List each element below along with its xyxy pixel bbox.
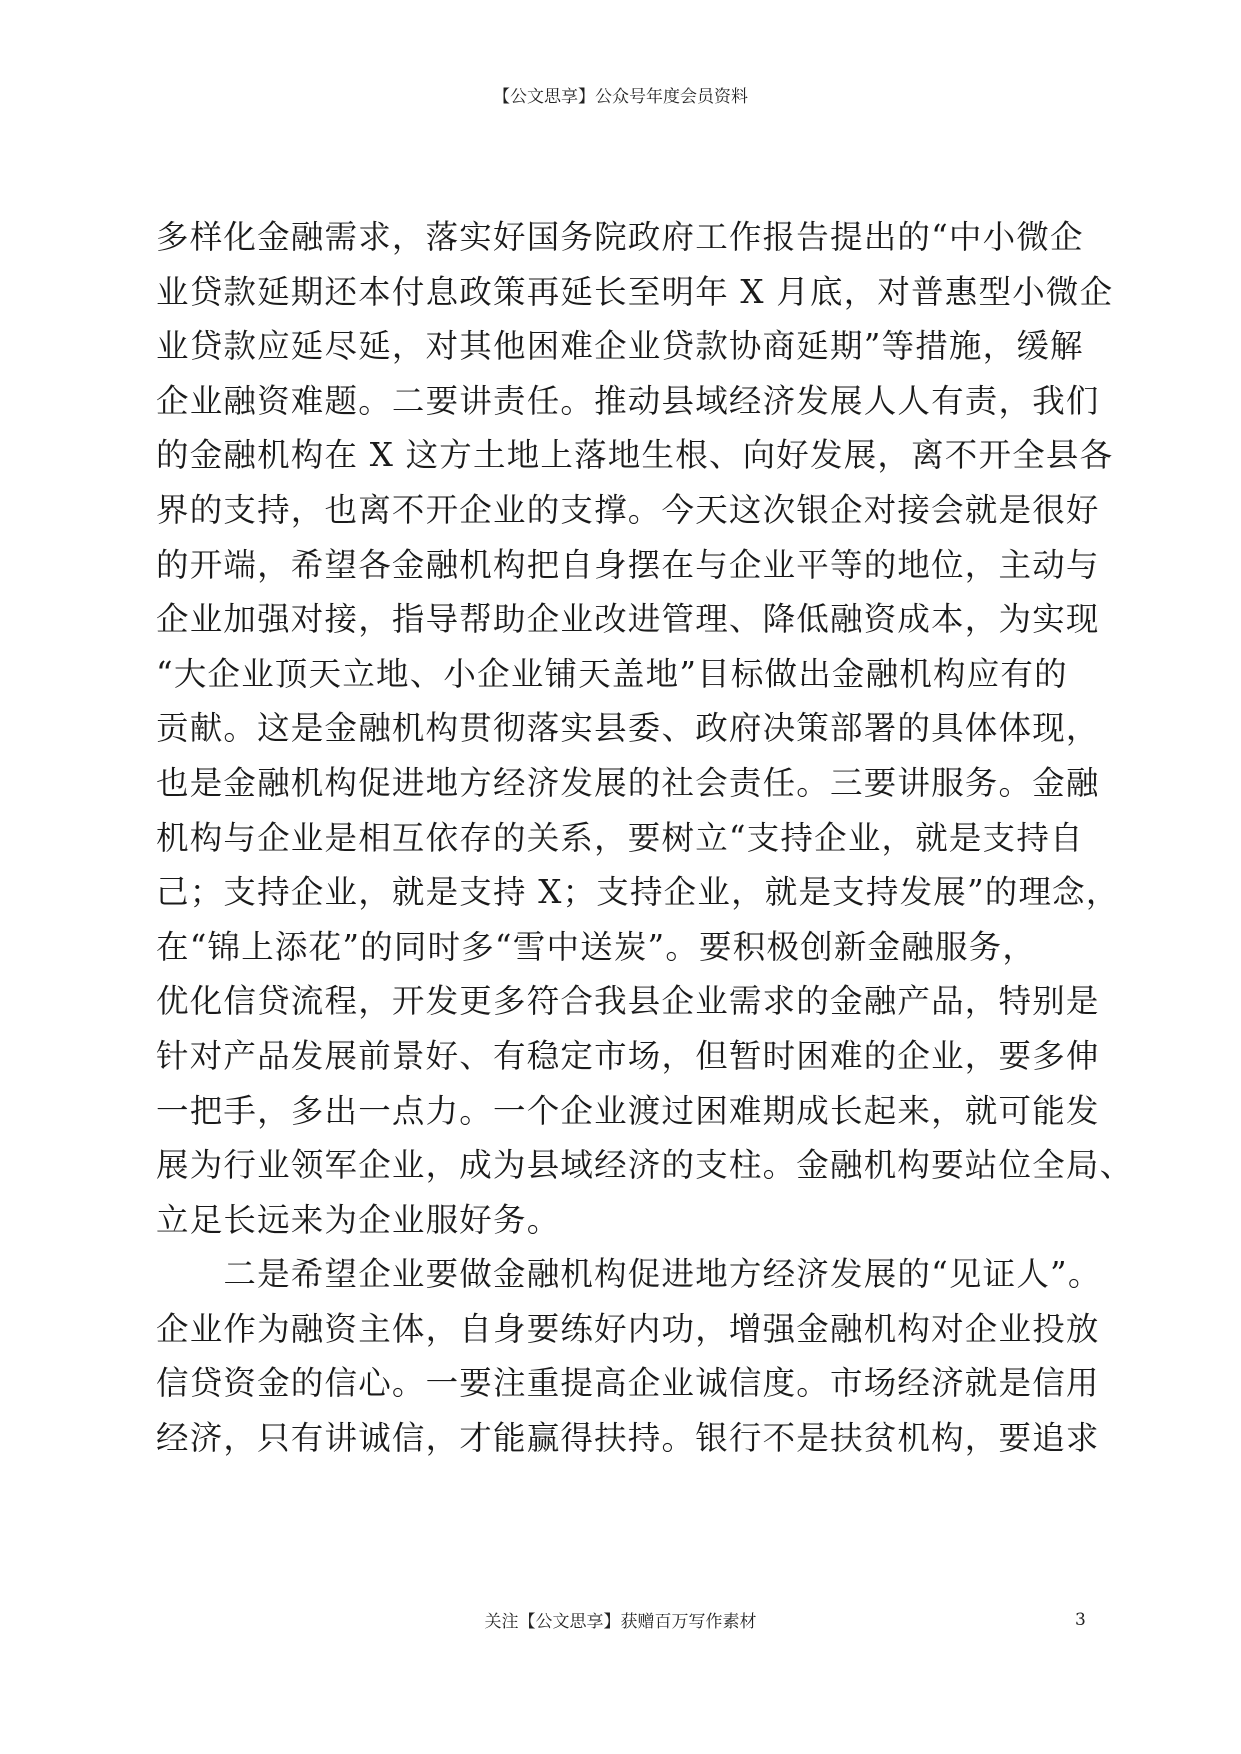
body-line: 二是希望企业要做金融机构促进地方经济发展的“见证人”。 (156, 1255, 1102, 1294)
body-line: 业贷款延期还本付息政策再延长至明年 X 月底，对普惠型小微企 (156, 272, 1114, 311)
body-line: 在“锦上添花”的同时多“雪中送炭”。要积极创新金融服务， (156, 927, 1037, 966)
body-line: 立足长远来为企业服好务。 (156, 1200, 561, 1239)
body-line: 贡献。这是金融机构贯彻落实县委、政府决策部署的具体体现， (156, 709, 1100, 748)
body-line: 界的支持，也离不开企业的支撑。今天这次银企对接会就是很好 (156, 490, 1100, 529)
body-line: “大企业顶天立地、小企业铺天盖地”目标做出金融机构应有的 (156, 654, 1068, 693)
body-line: 一把手，多出一点力。一个企业渡过困难期成长起来，就可能发 (156, 1091, 1100, 1130)
page-number: 3 (1075, 1610, 1086, 1630)
body-line: 优化信贷流程，开发更多符合我县企业需求的金融产品，特别是 (156, 982, 1100, 1021)
body-line: 展为行业领军企业，成为县域经济的支柱。金融机构要站位全局、 (156, 1146, 1134, 1185)
body-line: 信贷资金的信心。一要注重提高企业诚信度。市场经济就是信用 (156, 1364, 1100, 1403)
body-line: 针对产品发展前景好、有稳定市场，但暂时困难的企业，要多伸 (156, 1036, 1100, 1075)
body-line: 经济，只有讲诚信，才能赢得扶持。银行不是扶贫机构，要追求 (156, 1419, 1100, 1458)
page-footer: 关注【公文思享】获赠百万写作素材 (484, 1612, 757, 1632)
body-line: 机构与企业是相互依存的关系，要树立“支持企业，就是支持自 (156, 818, 1084, 857)
page-header: 【公文思享】公众号年度会员资料 (493, 87, 748, 107)
body-line: 己；支持企业，就是支持 X；支持企业，就是支持发展”的理念， (156, 873, 1120, 912)
body-line: 业贷款应延尽延，对其他困难企业贷款协商延期”等措施，缓解 (156, 327, 1084, 366)
body-line: 的开端，希望各金融机构把自身摆在与企业平等的地位，主动与 (156, 545, 1100, 584)
body-line: 企业加强对接，指导帮助企业改进管理、降低融资成本，为实现 (156, 600, 1100, 639)
body-line: 也是金融机构促进地方经济发展的社会责任。三要讲服务。金融 (156, 763, 1100, 802)
body-line: 的金融机构在 X 这方土地上落地生根、向好发展，离不开全县各 (156, 436, 1114, 475)
body-line: 企业作为融资主体，自身要练好内功，增强金融机构对企业投放 (156, 1309, 1100, 1348)
body-line: 多样化金融需求，落实好国务院政府工作报告提出的“中小微企 (156, 218, 1084, 256)
body-line: 企业融资难题。二要讲责任。推动县域经济发展人人有责，我们 (156, 381, 1100, 420)
document-body (156, 210, 1134, 1466)
